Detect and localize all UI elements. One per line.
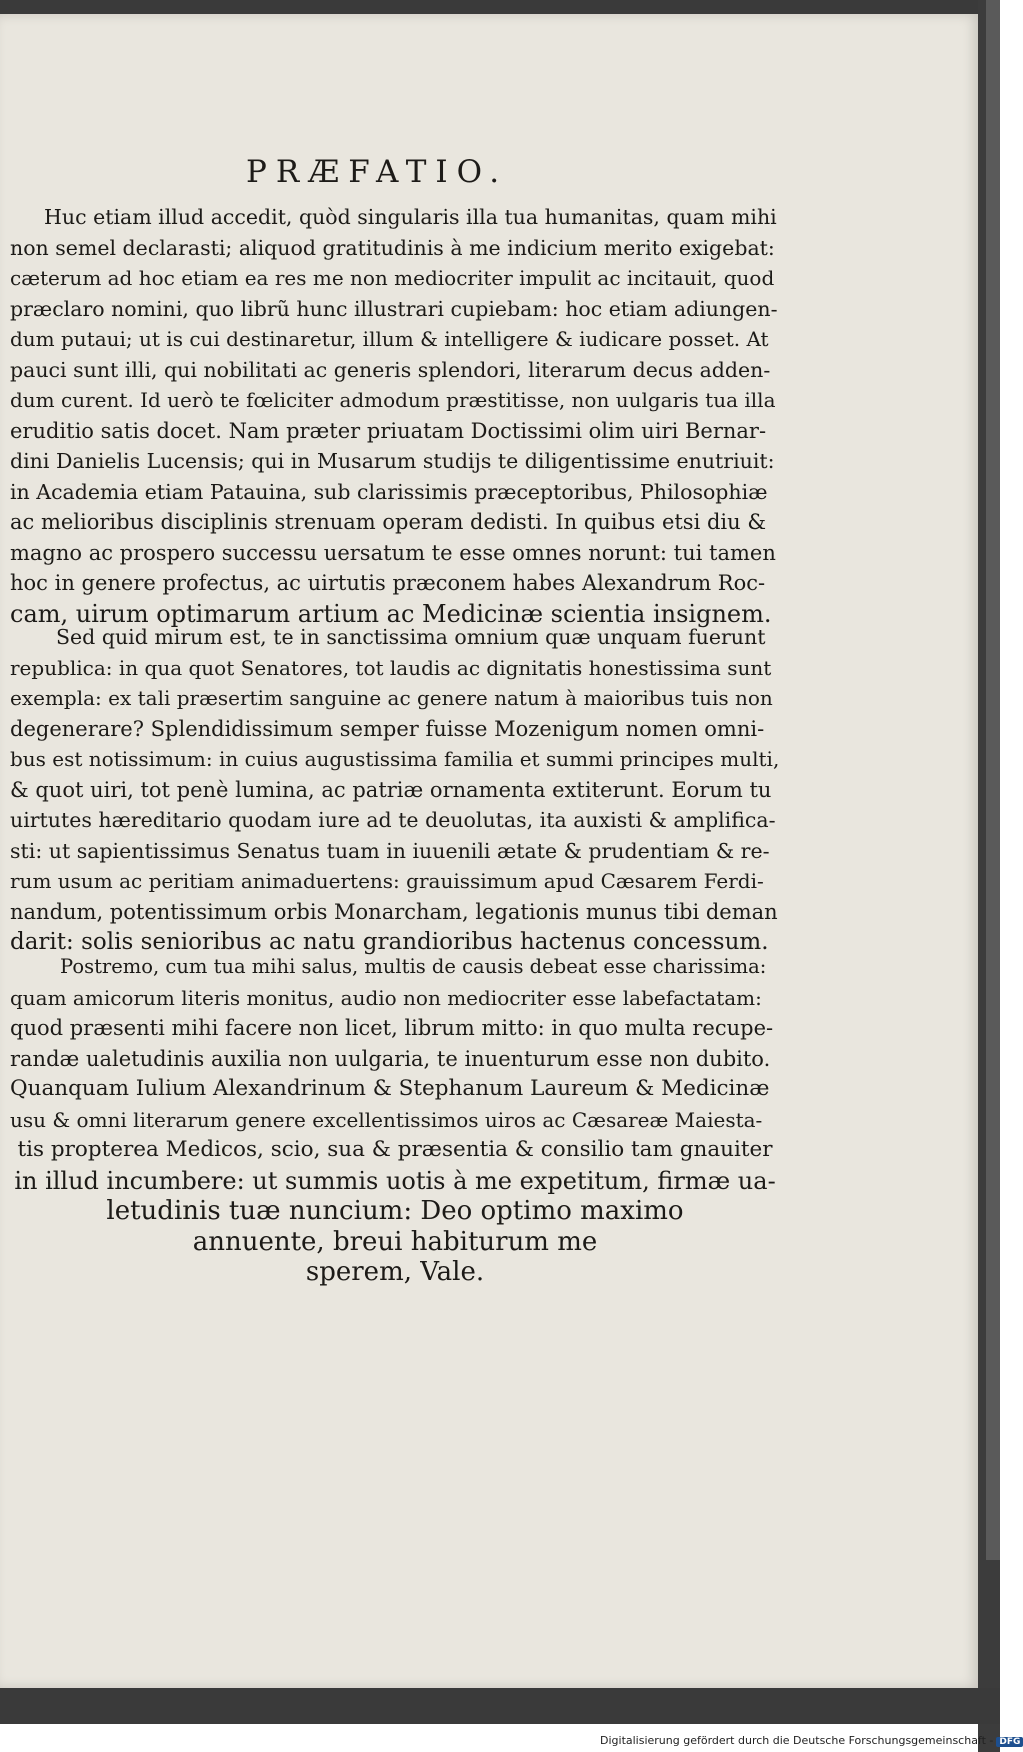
text-line: dum curent. Id uerò te fœliciter admodum præstitisse, non uulgaris tua illa — [10, 388, 776, 412]
text-line: in Academia etiam Patauina, sub clarissimis præceptoribus, Philosophiæ — [10, 479, 768, 504]
text-line: sti: ut sapientissimus Senatus tuam in iuuenili ætate & prudentiam & re- — [10, 838, 770, 863]
text-line: quam amicorum literis monitus, audio non mediocriter esse labefactatam: — [10, 985, 762, 1010]
page-heading: PRÆFATIO. — [246, 154, 509, 190]
text-line: randæ ualetudinis auxilia non uulgaria, te inuenturum esse non dubito. — [10, 1046, 771, 1071]
text-line: sperem, Vale. — [305, 1257, 485, 1287]
top-frame-bar — [0, 0, 1000, 14]
text-line: Huc etiam illud accedit, quòd singularis illa tua humanitas, quam mihi — [44, 205, 777, 229]
footer-text: Digitalisierung gefördert durch die Deutsche Forschungsgemeinschaft - — [600, 1734, 994, 1747]
page-edge — [986, 0, 1000, 1560]
text-line: rum usum ac peritiam animaduertens: grauissimum apud Cæsarem Ferdi- — [10, 869, 764, 893]
paragraph-2 — [10, 622, 780, 958]
text-line: hoc in genere profectus, ac uirtutis præconem habes Alexandrum Roc- — [10, 571, 766, 595]
text-line: degenerare? Splendidissimum semper fuisse Mozenigum nomen omni- — [10, 716, 765, 741]
text-line: dini Danielis Lucensis; qui in Musarum studijs te diligentissime enutriuit: — [10, 449, 775, 473]
text-line: ac melioribus disciplinis strenuam operam dedisti. In quibus etsi diu & — [10, 510, 767, 534]
text-line: in illud incumbere: ut summis uotis à me expetitum, firmæ ua- — [14, 1166, 776, 1195]
text-line: tis propterea Medicos, scio, sua & præsentia & consilio tam gnauiter — [17, 1137, 773, 1162]
text-line: bus est notissimum: in cuius augustissima familia et summi principes multi, — [10, 747, 780, 771]
bottom-frame-bar — [0, 1688, 1000, 1724]
text-line: non semel declarasti; aliquod gratitudinis à me indicium merito exigebat: — [10, 235, 775, 260]
text-line: usu & omni literarum genere excellentissimos uiros ac Cæsareæ Maiesta- — [10, 1107, 763, 1132]
text-line: darit: solis senioribus ac natu grandioribus hactenus concessum. — [10, 929, 769, 955]
book-page — [0, 14, 980, 1688]
dfg-logo-icon: DFG — [996, 1737, 1023, 1747]
text-line: dum putaui; ut is cui destinaretur, illum & intelligere & iudicare posset. At — [10, 327, 769, 351]
text-line: exempla: ex tali præsertim sanguine ac genere natum à maioribus tuis non — [10, 686, 773, 710]
paragraph-3 — [10, 952, 780, 1288]
text-line: nandum, potentissimum orbis Monarcham, legationis munus tibi deman — [10, 899, 778, 924]
text-line: Quanquam Iulium Alexandrinum & Stephanum Laureum & Medicinæ — [10, 1076, 770, 1101]
text-line: Sed quid mirum est, te in sanctissima omnium quæ unquam fuerunt — [56, 625, 766, 649]
paragraph-1 — [10, 202, 780, 629]
text-line: Postremo, cum tua mihi salus, multis de causis debeat esse charissima: — [60, 955, 767, 978]
text-line: uirtutes hæreditario quodam iure ad te deuolutas, ita auxisti & amplifica- — [10, 808, 776, 832]
text-line: cæterum ad hoc etiam ea res me non mediocriter impulit ac incitauit, quod — [10, 266, 775, 290]
text-line: magno ac prospero successu uersatum te esse omnes norunt: tui tamen — [10, 540, 776, 565]
text-line: quod præsenti mihi facere non licet, librum mitto: in quo multa recupe- — [10, 1016, 774, 1040]
footer-credit — [600, 1734, 1021, 1750]
text-line: eruditio satis docet. Nam præter priuatam Doctissimi olim uiri Bernar- — [10, 418, 767, 443]
text-line: republica: in qua quot Senatores, tot laudis ac dignitatis honestissima sunt — [10, 655, 772, 680]
text-line: letudinis tuæ nuncium: Deo optimo maximo — [106, 1196, 684, 1226]
text-line: pauci sunt illi, qui nobilitati ac generis splendori, literarum decus adden- — [10, 357, 771, 382]
text-line: & quot uiri, tot penè lumina, ac patriæ ornamenta extiterunt. Eorum tu — [10, 777, 772, 802]
text-line: præclaro nomini, quo librũ hunc illustrari cupiebam: hoc etiam adiungen- — [10, 296, 778, 321]
text-line: annuente, breui habiturum me — [192, 1226, 598, 1257]
text-line: cam, uirum optimarum artium ac Medicinæ scientia insignem. — [10, 599, 772, 628]
